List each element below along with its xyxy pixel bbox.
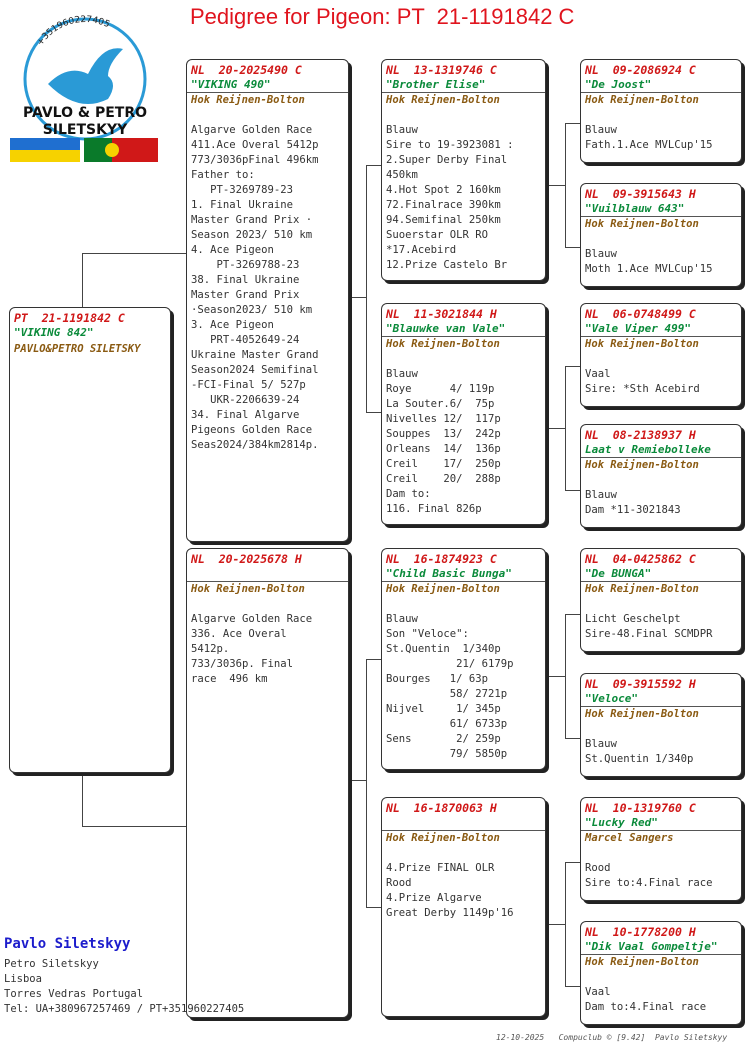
pigeon-info: Blauw Roye 4/ 119p La Souter.6/ 75p Nivelles 12/ 117p Souppes 13/ 242p Orleans 14/ 136p Creil 17/ 250p Creil 20/ 288p Dam to: 116. Final 826p — [386, 368, 501, 515]
dam-sire-dam-card[interactable] — [580, 673, 742, 777]
breeder-city: Lisboa — [4, 973, 42, 985]
svg-text:+351960227405 — [35, 15, 111, 48]
owner-name: Hok Reijnen-Bolton — [386, 338, 500, 350]
dam-sire-card[interactable] — [381, 548, 546, 770]
ring-number: PT 21-1191842 C — [14, 311, 125, 325]
pigeon-info: Blauw Son "Veloce": St.Quentin 1/340p 21/ 6179p Bourges 1/ 63p 58/ 2721p Nijvel 1/ 345p 61/ 6733p Sens 2/ 259p 79/ 5850p — [386, 613, 514, 760]
pigeon-info: Algarve Golden Race 411.Ace Overal 5412p 773/3036pFinal 496km Father to: PT-3269789-23 1. Final Ukraine Master Grand Prix · Season 2023/ 510 km 4. Ace Pigeon PT-3269788-23 38. Final Ukraine Master Grand Prix ·Season2023/ 510 km 3. Ace Pigeon PRT-4052649-24 Ukraine Master Grand Season2024 Semifinal -FCI-Final 5/ 527p UKR-2206639-24 34. Final Algarve Pigeons Golden Race Seas2024/384km2814p. — [191, 124, 319, 451]
connector-line — [350, 297, 366, 298]
logo-line1: PAVLO & PETRO — [22, 105, 148, 121]
sire-dam-sire-card[interactable] — [580, 303, 742, 407]
pigeon-name: "Vuilblauw 643" — [585, 202, 685, 215]
dam-dam-card[interactable] — [381, 797, 546, 1017]
connector-line — [366, 907, 382, 908]
connector-line — [547, 428, 565, 429]
ring-number: NL 10-1319760 C — [585, 801, 696, 815]
connector-line — [565, 490, 581, 491]
breeder-line: Petro Siletskyy — [4, 958, 99, 970]
owner-name: Hok Reijnen-Bolton — [191, 583, 305, 595]
connector-line — [565, 862, 566, 986]
breeder-address: Torres Vedras Portugal — [4, 988, 144, 1000]
owner-name: Hok Reijnen-Bolton — [386, 832, 500, 844]
connector-line — [547, 924, 565, 925]
breeder-details — [4, 957, 244, 1017]
pigeon-info: Blauw Moth 1.Ace MVLCup'15 — [585, 248, 713, 275]
connector-line — [547, 676, 565, 677]
connector-line — [565, 366, 566, 490]
sire-sire-dam-card[interactable] — [580, 183, 742, 287]
ring-number: NL 06-0748499 C — [585, 307, 696, 321]
owner-name: Marcel Sangers — [585, 832, 674, 844]
breeder-name: Pavlo Siletskyy — [4, 936, 131, 952]
connector-line — [565, 123, 566, 247]
connector-line — [565, 738, 581, 739]
pigeon-info: Rood Sire to:4.Final race — [585, 862, 713, 889]
pigeon-info: Blauw Sire to 19-3923081 : 2.Super Derby Final 450km 4.Hot Spot 2 160km 72.Finalrace 390km 94.Semifinal 250km Suoerstar OLR RO *17.Acebird 12.Prize Castelo Br — [386, 124, 514, 271]
connector-line — [82, 253, 83, 308]
sire-card[interactable] — [186, 59, 349, 542]
logo-phone: +351960227405 — [35, 14, 112, 48]
connector-line — [565, 986, 581, 987]
pigeon-info: Blauw Dam *11-3021843 — [585, 489, 681, 516]
ring-number: NL 11-3021844 H — [386, 307, 497, 321]
sire-sire-card[interactable] — [381, 59, 546, 281]
dam-dam-sire-card[interactable] — [580, 797, 742, 901]
owner-name: Hok Reijnen-Bolton — [585, 338, 699, 350]
connector-line — [565, 614, 566, 738]
owner-name: PAVLO&PETRO SILETSKY — [14, 343, 141, 355]
pigeon-info: Vaal Sire: *Sth Acebird — [585, 368, 700, 395]
pigeon-info: 4.Prize FINAL OLR Rood 4.Prize Algarve Great Derby 1149p'16 — [386, 862, 514, 919]
owner-name: Hok Reijnen-Bolton — [585, 218, 699, 230]
connector-line — [366, 412, 382, 413]
portugal-flag-icon — [84, 138, 158, 162]
ring-number: NL 16-1874923 C — [386, 552, 497, 566]
connector-line — [565, 247, 581, 248]
owner-name: Hok Reijnen-Bolton — [585, 583, 699, 595]
connector-line — [82, 826, 187, 827]
pigeon-name: "Veloce" — [585, 692, 638, 705]
owner-name: Hok Reijnen-Bolton — [191, 94, 305, 106]
pigeon-name: "Brother Elise" — [386, 78, 486, 91]
owner-name: Hok Reijnen-Bolton — [386, 94, 500, 106]
logo-line2: SILETSKYY — [42, 122, 128, 138]
connector-line — [366, 165, 367, 297]
pigeon-name: "VIKING 490" — [191, 78, 271, 91]
ring-number: NL 20-2025678 H — [191, 552, 302, 566]
pigeon-name: "Blauwke van Vale" — [386, 322, 506, 335]
ring-number: NL 16-1870063 H — [386, 801, 497, 815]
connector-line — [366, 165, 382, 166]
subject-pigeon-card[interactable] — [9, 307, 171, 773]
connector-line — [82, 773, 83, 827]
connector-line — [547, 185, 565, 186]
ring-number: NL 09-3915592 H — [585, 677, 696, 691]
connector-line — [350, 780, 366, 781]
connector-line — [366, 659, 367, 907]
dove-icon — [48, 48, 123, 104]
ring-number: NL 13-1319746 C — [386, 63, 497, 77]
connector-line — [565, 614, 581, 615]
sire-sire-sire-card[interactable] — [580, 59, 742, 163]
ring-number: NL 08-2138937 H — [585, 428, 696, 442]
pigeon-name: "De BUNGA" — [585, 567, 652, 580]
pigeon-info: Licht Geschelpt Sire-48.Final SCMDPR — [585, 613, 713, 640]
page-title: Pedigree for Pigeon: PT 21-1191842 C — [190, 4, 575, 29]
pigeon-name: "Child Basic Bunga" — [386, 567, 512, 580]
breeder-phone: Tel: UA+380967257469 / PT+351960227405 — [4, 1003, 245, 1015]
ring-number: NL 20-2025490 C — [191, 63, 302, 77]
sire-dam-card[interactable] — [381, 303, 546, 525]
dam-sire-sire-card[interactable] — [580, 548, 742, 652]
owner-name: Hok Reijnen-Bolton — [585, 459, 699, 471]
ring-number: NL 10-1778200 H — [585, 925, 696, 939]
connector-line — [366, 659, 382, 660]
sire-dam-dam-card[interactable] — [580, 424, 742, 528]
ukraine-flag-icon — [10, 138, 80, 162]
pigeon-name: "Lucky Red" — [585, 816, 658, 829]
ring-number: NL 04-0425862 C — [585, 552, 696, 566]
connector-line — [565, 862, 581, 863]
connector-line — [366, 297, 367, 412]
connector-line — [82, 253, 187, 254]
pigeon-name: "De Joost" — [585, 78, 652, 91]
connector-line — [565, 366, 581, 367]
ring-number: NL 09-3915643 H — [585, 187, 696, 201]
dam-card[interactable] — [186, 548, 349, 1018]
owner-name: Hok Reijnen-Bolton — [386, 583, 500, 595]
pigeon-info: Vaal Dam to:4.Final race — [585, 986, 707, 1013]
owner-name: Hok Reijnen-Bolton — [585, 956, 699, 968]
pigeon-info: Algarve Golden Race 336. Ace Overal 5412p. 733/3036p. Final race 496 km — [191, 613, 313, 685]
pigeon-name: "Dik Vaal Gompeltje" — [585, 940, 718, 953]
pigeon-name: "Vale Viper 499" — [585, 322, 691, 335]
owner-name: Hok Reijnen-Bolton — [585, 94, 699, 106]
dam-dam-dam-card[interactable] — [580, 921, 742, 1025]
pigeon-name: Laat v Remiebolleke — [585, 443, 711, 456]
connector-line — [565, 123, 581, 124]
ring-number: NL 09-2086924 C — [585, 63, 696, 77]
owner-name: Hok Reijnen-Bolton — [585, 708, 699, 720]
pigeon-name: "VIKING 842" — [14, 326, 94, 339]
club-logo — [8, 14, 163, 164]
pigeon-info: Blauw Fath.1.Ace MVLCup'15 — [585, 124, 713, 151]
pigeon-info: Blauw St.Quentin 1/340p — [585, 738, 694, 765]
footer-note: 12-10-2025 Compuclub © [9.42] Pavlo Siletskyy — [496, 1033, 728, 1042]
